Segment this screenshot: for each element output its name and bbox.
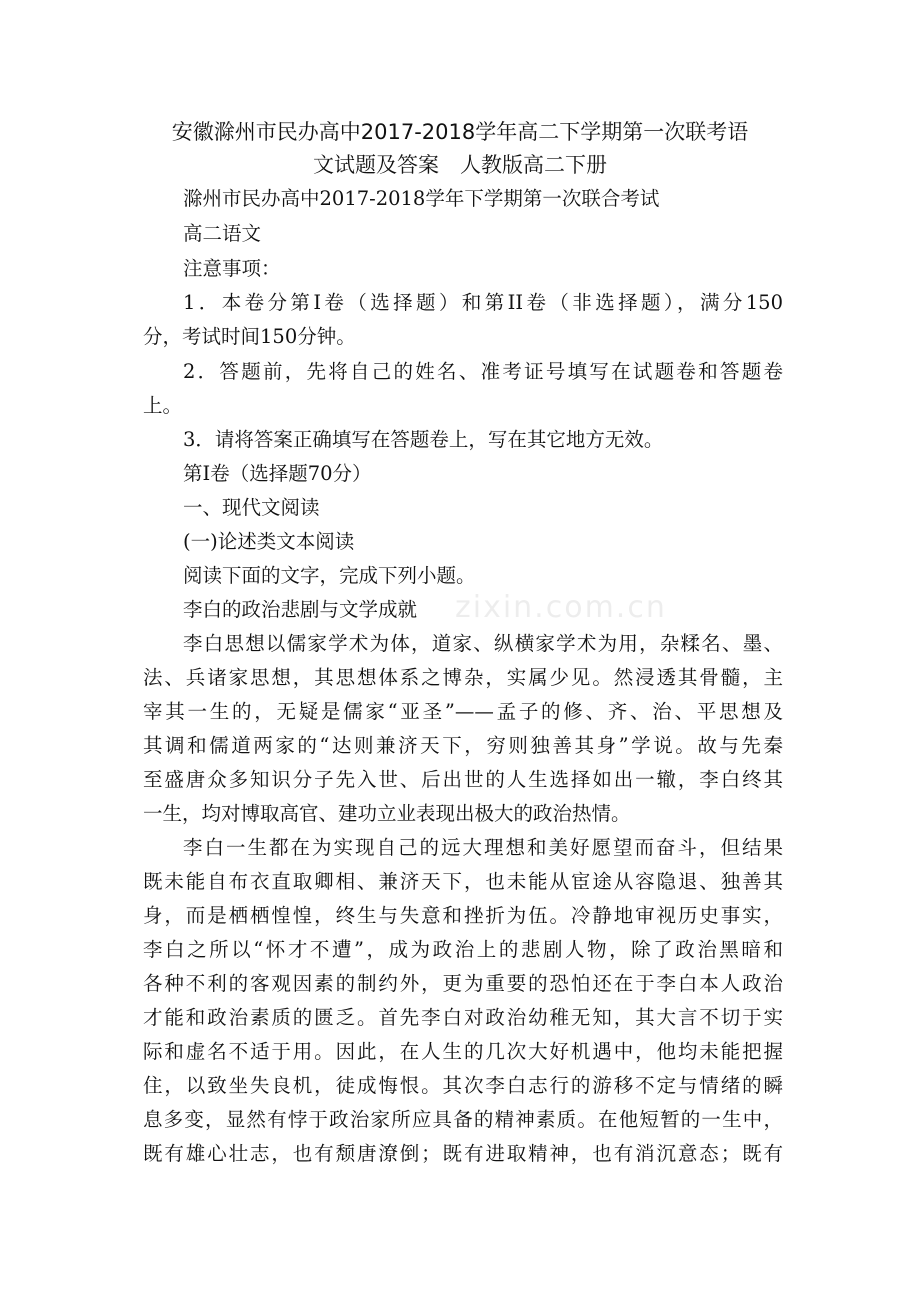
watermark: zixin.com.cn xyxy=(455,590,667,625)
notice-2-line-2: 上。 xyxy=(143,394,183,417)
paragraph-1-line-2: 法、兵诸家思想，其思想体系之博杂，实属少见。然浸透其骨髓，主 xyxy=(143,666,783,689)
paragraph-1-line-6: 一生，均对博取高官、建功立业表现出极大的政治热情。 xyxy=(143,802,631,825)
paragraph-1-line-4: 其调和儒道两家的“达则兼济天下，穷则独善其身”学说。故与先秦 xyxy=(143,734,783,757)
paragraph-2-line-5: 各种不利的客观因素的制约外，更为重要的恐怕还在于李白本人政治 xyxy=(143,972,783,995)
section-1-heading: 第Ⅰ卷（选择题70分） xyxy=(183,462,372,485)
paragraph-2-line-7: 际和虚名不适于用。因此，在人生的几次大好机遇中，他均未能把握 xyxy=(143,1040,783,1063)
reading-instruction: 阅读下面的文字，完成下列小题。 xyxy=(183,564,476,587)
notice-3: 3．请将答案正确填写在答题卷上，写在其它地方无效。 xyxy=(183,428,664,451)
notice-heading: 注意事项： xyxy=(183,257,281,280)
subject-name: 高二语文 xyxy=(183,222,262,245)
document-title-line-1: 安徽滁州市民办高中2017-2018学年高二下学期第一次联考语 xyxy=(171,120,749,144)
paragraph-2-line-2: 既未能自布衣直取卿相、兼济天下，也未能从宦途从容隐退、独善其 xyxy=(143,870,783,893)
notice-1-line-1: 1．本卷分第Ⅰ卷（选择题）和第II卷（非选择题），满分150 xyxy=(183,291,783,314)
notice-1-line-2: 分，考试时间150分钟。 xyxy=(143,325,356,348)
exam-name: 滁州市民办高中2017-2018学年下学期第一次联合考试 xyxy=(183,187,660,210)
paragraph-1-line-5: 至盛唐众多知识分子先入世、后出世的人生选择如出一辙，李白终其 xyxy=(143,768,783,791)
paragraph-2-line-3: 身，而是栖栖惶惶，终生与失意和挫折为伍。冷静地审视历史事实， xyxy=(143,904,783,927)
document-title-line-2: 文试题及答案 人教版高二下册 xyxy=(313,153,607,177)
paragraph-2-line-6: 才能和政治素质的匮乏。首先李白对政治幼稚无知，其大言不切于实 xyxy=(143,1006,783,1029)
paragraph-1-line-3: 宰其一生的，无疑是儒家“亚圣”——孟子的修、齐、治、平思想及 xyxy=(143,700,783,723)
article-title: 李白的政治悲剧与文学成就 xyxy=(183,598,418,621)
notice-2-line-1: 2．答题前，先将自己的姓名、准考证号填写在试题卷和答题卷 xyxy=(183,360,783,383)
paragraph-2-line-8: 住，以致坐失良机，徒成悔恨。其次李白志行的游移不定与情绪的瞬 xyxy=(143,1074,783,1097)
paragraph-2-line-10: 既有雄心壮志，也有颓唐潦倒；既有进取精神，也有消沉意态；既有 xyxy=(143,1142,783,1165)
part-heading: 一、现代文阅读 xyxy=(183,496,320,519)
subpart-heading: (一)论述类文本阅读 xyxy=(183,530,355,553)
paragraph-1-line-1: 李白思想以儒家学术为体，道家、纵横家学术为用，杂糅名、墨、 xyxy=(183,632,783,655)
paragraph-2-line-9: 息多变，显然有悖于政治家所应具备的精神素质。在他短暂的一生中， xyxy=(143,1108,783,1131)
paragraph-2-line-1: 李白一生都在为实现自己的远大理想和美好愿望而奋斗，但结果 xyxy=(183,836,783,859)
paragraph-2-line-4: 李白之所以“怀才不遭”，成为政治上的悲剧人物，除了政治黑暗和 xyxy=(143,938,783,961)
